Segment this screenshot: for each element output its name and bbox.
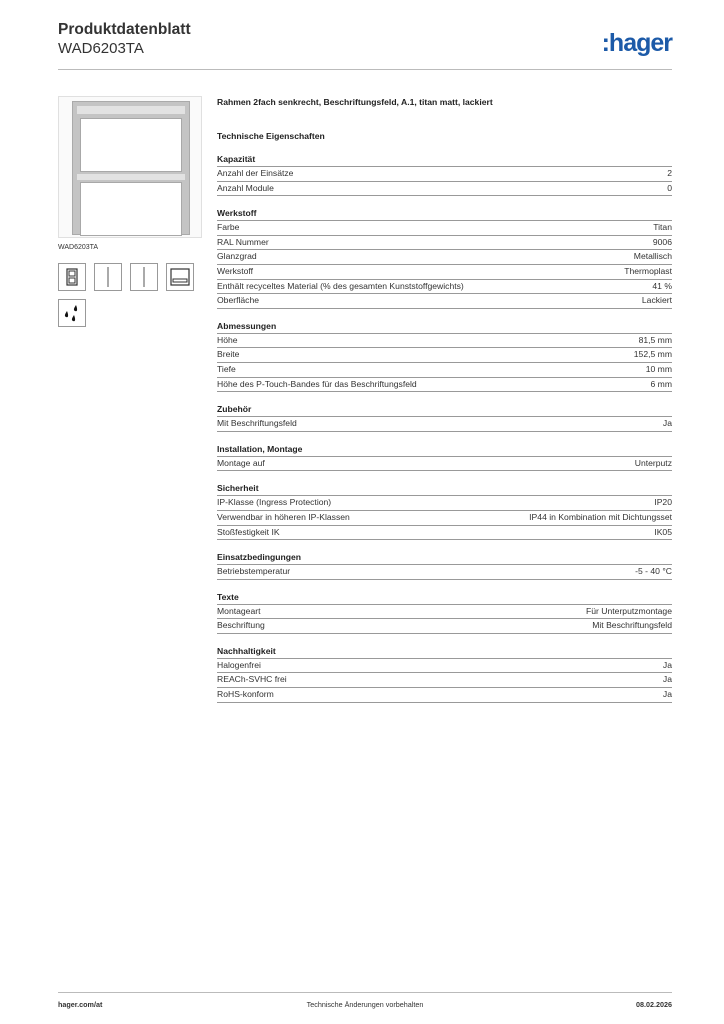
spec-value: Unterputz	[634, 457, 672, 468]
spec-label: Breite	[217, 349, 240, 360]
section-heading: Abmessungen	[217, 321, 672, 334]
section-heading: Texte	[217, 592, 672, 605]
spec-row	[217, 348, 672, 363]
footer-website: hager.com/at	[58, 1000, 103, 1009]
spec-value: 2	[667, 168, 672, 178]
spec-value: IK05	[654, 526, 672, 537]
footer-note: Technische Änderungen vorbehalten	[306, 1000, 424, 1009]
spec-row	[217, 526, 672, 541]
spec-row	[217, 659, 672, 674]
spec-label: Stoßfestigkeit IK	[217, 526, 280, 537]
label-field-icon	[166, 263, 194, 291]
specifications	[217, 96, 672, 703]
spec-row	[217, 182, 672, 197]
spec-label: Farbe	[217, 222, 240, 233]
spec-row	[217, 250, 672, 265]
spec-label: Mit Beschriftungsfeld	[217, 418, 297, 429]
spec-row	[217, 511, 672, 526]
section-heading: Kapazität	[217, 154, 672, 167]
spec-label: Enthält recyceltes Material (% des gesamten Kunststoffgewichts)	[217, 280, 464, 291]
spec-value: 41 %	[652, 280, 672, 291]
spec-row	[217, 236, 672, 251]
product-description: Rahmen 2fach senkrecht, Beschriftungsfeld, A.1, titan matt, lackiert	[217, 97, 493, 107]
frame-illustration	[72, 101, 190, 235]
hager-logo: :hager	[601, 29, 672, 57]
spec-value: IP44 in Kombination mit Dichtungsset	[529, 511, 672, 522]
spec-value: 6 mm	[650, 378, 672, 389]
footer-date: 08.02.2026	[636, 1000, 672, 1009]
spec-value: Für Unterputzmontage	[586, 605, 672, 616]
spec-row	[217, 673, 672, 688]
spec-value: Metallisch	[633, 251, 672, 262]
spec-label: Verwendbar in höheren IP-Klassen	[217, 511, 350, 522]
spec-value: 81,5 mm	[638, 334, 672, 345]
spec-label: REACh-SVHC frei	[217, 674, 287, 685]
spec-value: Ja	[662, 674, 672, 685]
spec-label: Oberfläche	[217, 295, 260, 306]
spec-label: Betriebstemperatur	[217, 566, 291, 577]
spec-row	[217, 265, 672, 280]
spec-label: Werkstoff	[217, 265, 253, 276]
spec-label: Glanzgrad	[217, 251, 257, 262]
spec-row	[217, 378, 672, 393]
spec-row	[217, 457, 672, 472]
spec-value: Ja	[662, 689, 672, 700]
page-footer	[58, 992, 672, 1012]
spec-value: -5 - 40 °C	[635, 566, 672, 577]
spec-label: Halogenfrei	[217, 659, 261, 670]
product-sidebar	[58, 96, 202, 327]
spec-value: 152,5 mm	[633, 349, 672, 360]
spec-label: RAL Nummer	[217, 236, 269, 247]
spec-label: Montage auf	[217, 457, 265, 468]
spec-label: RoHS-konform	[217, 689, 274, 700]
spec-value: Ja	[662, 659, 672, 670]
spec-row	[217, 280, 672, 295]
spec-value: 0	[667, 182, 672, 193]
spec-row	[217, 221, 672, 236]
spec-sections	[217, 154, 672, 703]
spec-row	[217, 605, 672, 620]
spec-value: 10 mm	[645, 363, 672, 374]
spec-value: Lackiert	[641, 295, 672, 306]
spec-label: Höhe	[217, 334, 238, 345]
page-header	[58, 20, 672, 70]
spec-row	[217, 167, 672, 182]
spec-label: IP-Klasse (Ingress Protection)	[217, 497, 332, 508]
spec-label: Beschriftung	[217, 620, 265, 631]
spec-row	[217, 294, 672, 309]
product-code: WAD6203TA	[58, 40, 144, 57]
spec-value: 9006	[652, 236, 672, 247]
spec-value: Thermoplast	[624, 265, 672, 276]
tech-heading: Technische Eigenschaften	[217, 131, 325, 141]
spec-label: Anzahl Module	[217, 182, 274, 193]
product-image	[58, 96, 202, 238]
section-heading: Werkstoff	[217, 208, 672, 221]
image-caption: WAD6203TA	[58, 244, 99, 251]
spec-value: Titan	[653, 222, 672, 233]
spec-row	[217, 363, 672, 378]
spec-value: IP20	[654, 497, 672, 508]
spec-row	[217, 688, 672, 703]
section-heading: Sicherheit	[217, 483, 672, 496]
section-heading: Installation, Montage	[217, 444, 672, 457]
spec-row	[217, 619, 672, 634]
spec-label: Anzahl der Einsätze	[217, 168, 294, 178]
spec-label: Tiefe	[217, 363, 236, 374]
spec-label: Montageart	[217, 605, 261, 616]
vertical-line-icon	[94, 263, 122, 291]
section-heading: Einsatzbedingungen	[217, 552, 672, 565]
two-gang-frame-icon	[58, 263, 86, 291]
document-title: Produktdatenblatt	[58, 21, 191, 38]
section-heading: Nachhaltigkeit	[217, 646, 672, 659]
vertical-line-icon	[130, 263, 158, 291]
spec-row	[217, 417, 672, 432]
section-heading: Zubehör	[217, 404, 672, 417]
spec-label: Höhe des P-Touch-Bandes für das Beschriftungsfeld	[217, 378, 417, 389]
spec-value: Ja	[662, 418, 672, 429]
spec-row	[217, 334, 672, 349]
spec-row	[217, 565, 672, 580]
spec-row	[217, 496, 672, 511]
water-drops-icon	[58, 299, 86, 327]
feature-icons	[58, 263, 202, 291]
spec-value: Mit Beschriftungsfeld	[592, 620, 672, 631]
